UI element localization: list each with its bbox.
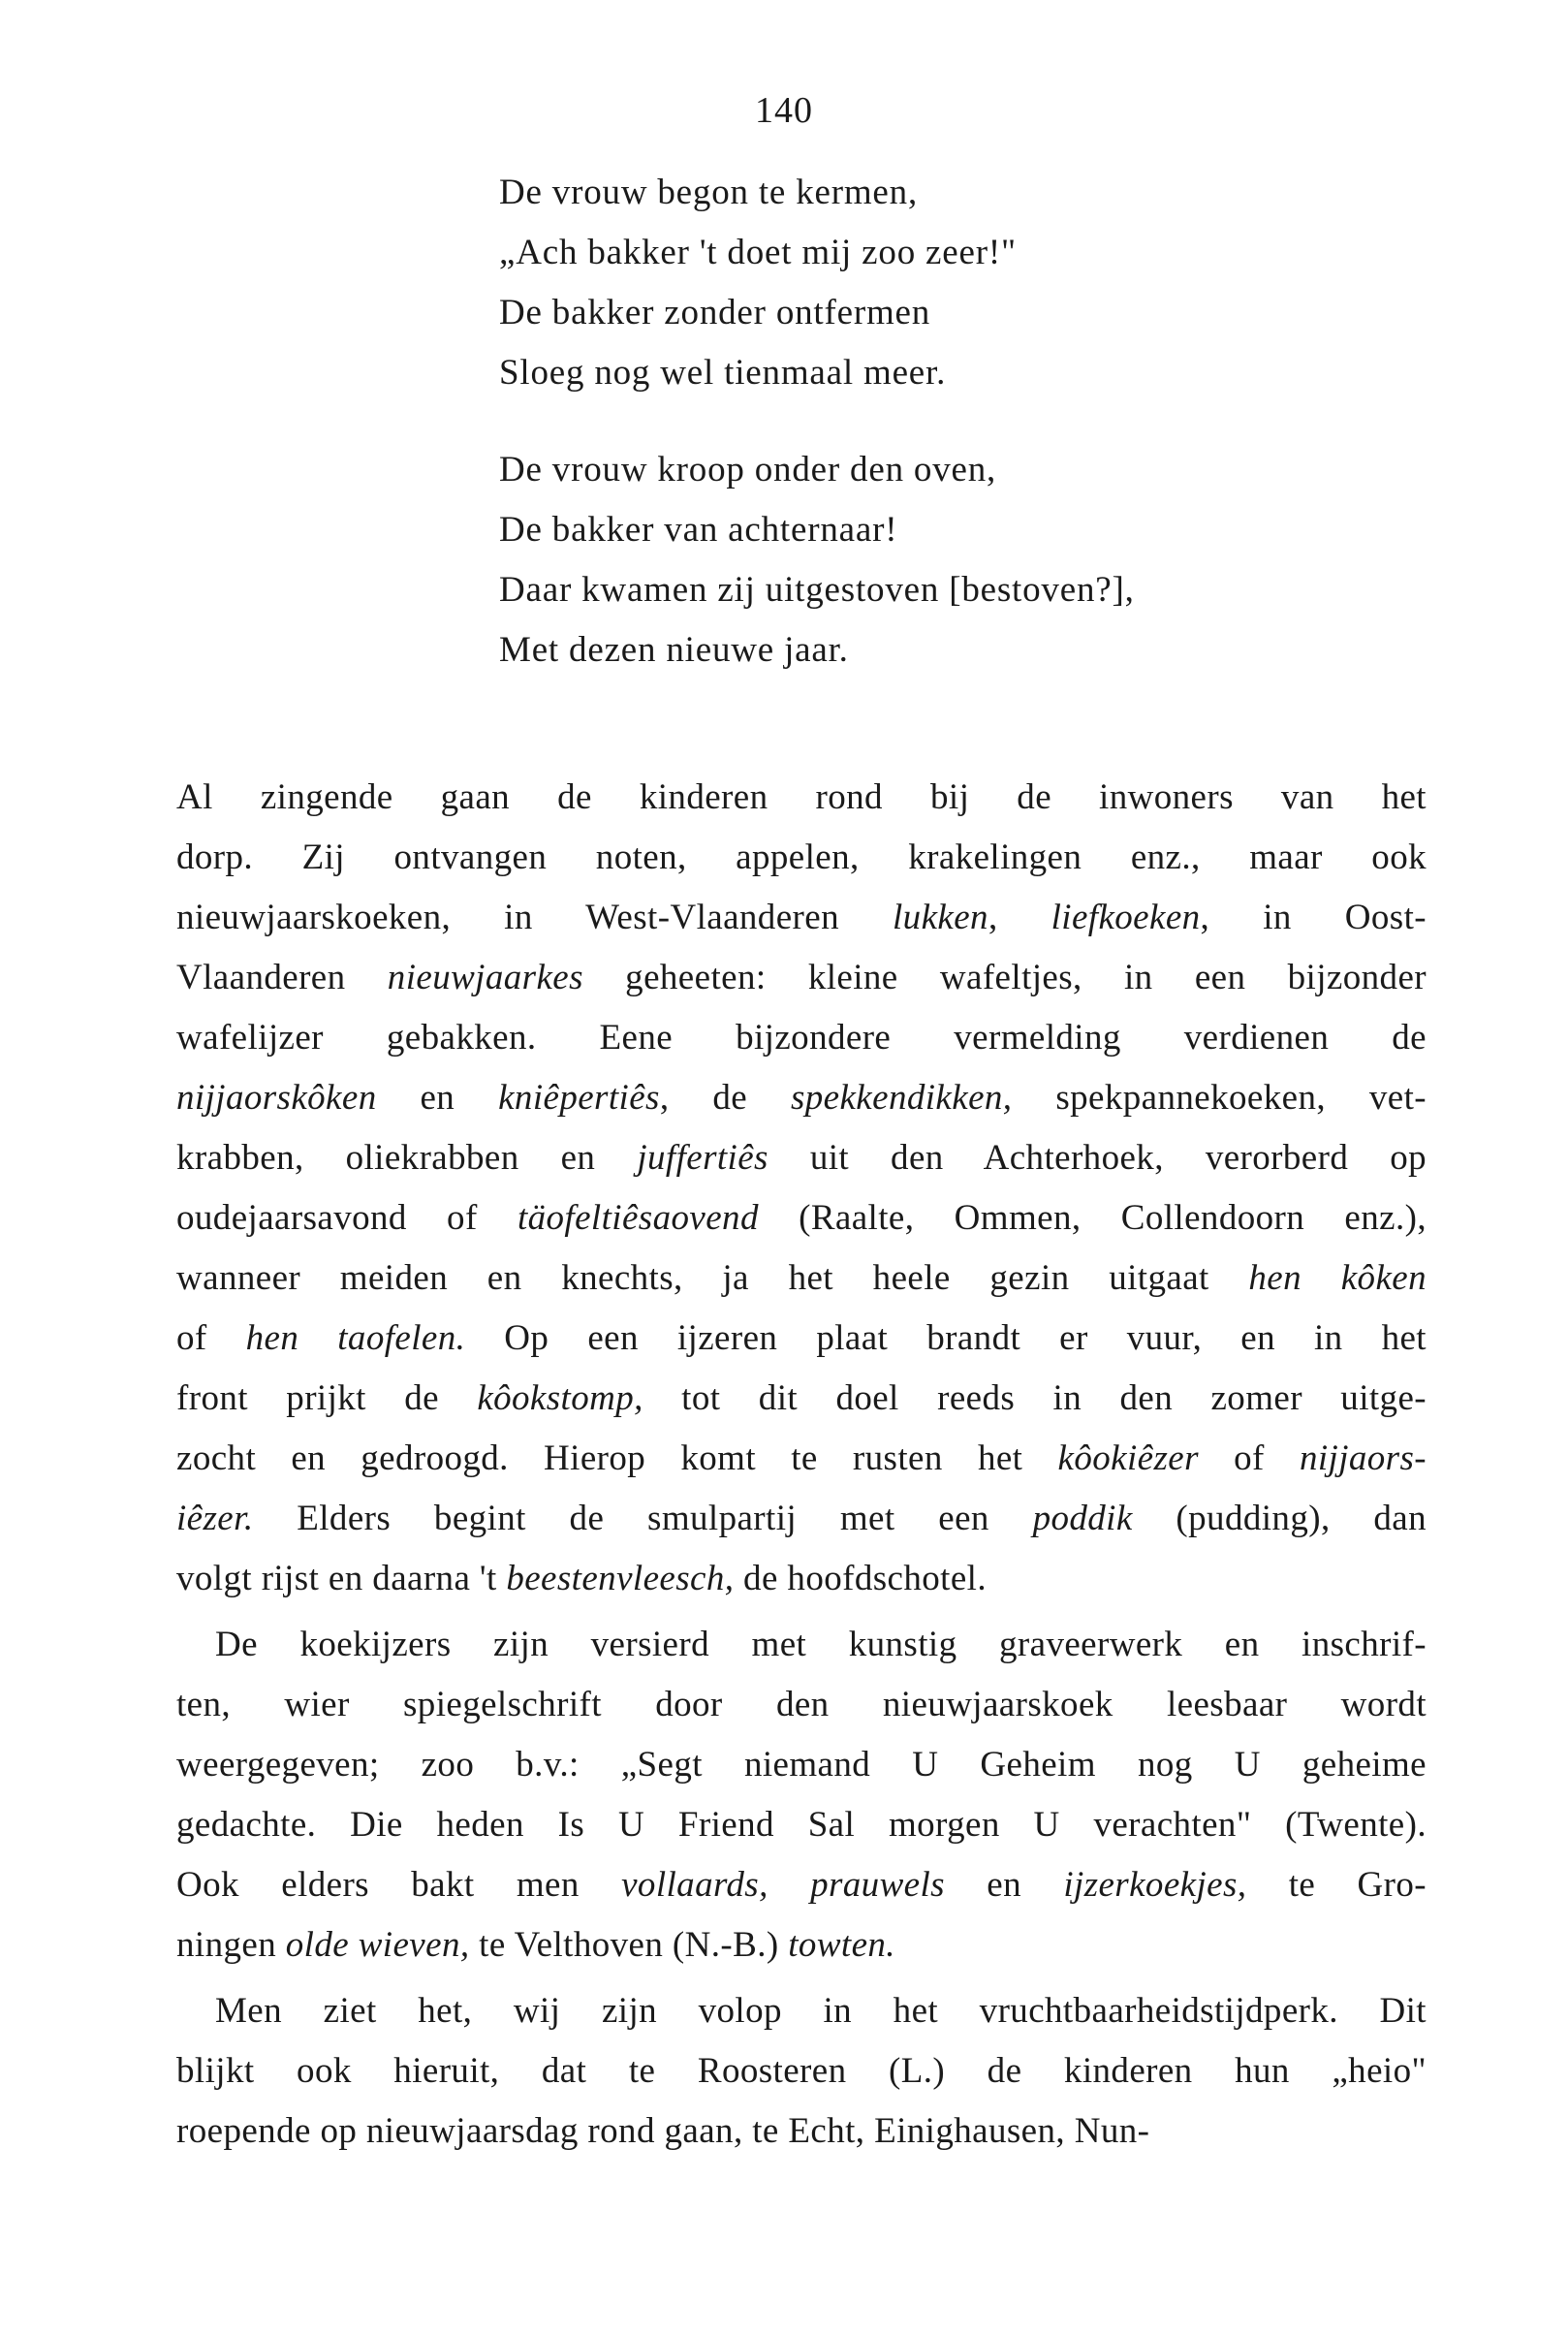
italic-term: kôokstomp, [477, 1378, 643, 1418]
text-run: en [944, 1865, 1064, 1905]
poem-stanza [499, 163, 1135, 403]
text-line [176, 1981, 1427, 2041]
text-line [176, 1615, 1427, 1675]
text-line [176, 1915, 1427, 1975]
poem-line: De bakker zonder ontfermen [499, 293, 931, 332]
italic-term: nijjaorskôken [176, 1078, 377, 1118]
text-line [176, 2101, 1427, 2162]
prose-body [176, 768, 1427, 2167]
paragraph [176, 768, 1427, 1609]
text-run: nieuwjaarskoeken, in West-Vlaanderen [176, 898, 893, 937]
text-run: Ook elders bakt men [176, 1865, 622, 1905]
text-line [176, 1489, 1427, 1549]
text-run: blijkt ook hieruit, dat te Roosteren (L.) de kinderen hun „heio" [176, 2051, 1427, 2091]
text-run: oudejaarsavond of [176, 1198, 517, 1238]
text-line [176, 828, 1427, 888]
text-run: tot dit doel reeds in den zomer uitge- [643, 1378, 1427, 1418]
text-run: Vlaanderen [176, 958, 388, 997]
italic-term: nijjaors- [1299, 1438, 1427, 1478]
paragraph [176, 1615, 1427, 1975]
text-run: Elders begint de smulpartij met een [253, 1499, 1033, 1538]
italic-term: prauwels [810, 1865, 945, 1905]
text-line [176, 888, 1427, 948]
poem-line: De vrouw begon te kermen, [499, 173, 919, 212]
text-run: of [1198, 1438, 1300, 1478]
text-run: weergegeven; zoo b.v.: „Segt niemand U Geheim nog U geheime [176, 1745, 1427, 1785]
text-line [176, 1369, 1427, 1429]
italic-term: nieuwjaarkes [387, 958, 583, 997]
poem-line: Met dezen nieuwe jaar. [499, 630, 849, 670]
text-line [176, 1429, 1427, 1489]
text-line [176, 1128, 1427, 1188]
text-run: , [988, 898, 1051, 937]
text-run: Al zingende gaan de kinderen rond bij de inwoners van het [176, 777, 1427, 817]
italic-term: täofeltiêsaovend [517, 1198, 759, 1238]
italic-term: lukken [892, 898, 988, 937]
text-run: ningen [176, 1925, 286, 1965]
text-run: Men ziet het, wij zijn volop in het vruchtbaarheidstijdperk. Dit [215, 1991, 1427, 2031]
text-run: of [176, 1318, 246, 1358]
text-run: en [376, 1078, 499, 1118]
italic-term: iêzer. [176, 1499, 254, 1538]
text-line [176, 1068, 1427, 1128]
page-number: 140 [755, 90, 813, 131]
text-run: uit den Achterhoek, verorberd op [768, 1138, 1427, 1178]
text-run: de hoofdschotel. [734, 1559, 988, 1598]
poem [499, 163, 1135, 717]
poem-line: „Ach bakker 't doet mij zoo zeer!" [499, 233, 1017, 272]
text-run [768, 1865, 810, 1905]
poem-line: Sloeg nog wel tienmaal meer. [499, 353, 947, 393]
italic-term: ijzerkoekjes, [1063, 1865, 1247, 1905]
text-run: te Velthoven (N.-B.) [469, 1925, 789, 1965]
italic-term: hen taofelen. [245, 1318, 466, 1358]
italic-term: spekkendikken, [790, 1078, 1013, 1118]
text-run: (Raalte, Ommen, Collendoorn enz.), [758, 1198, 1427, 1238]
text-line [176, 948, 1427, 1008]
text-line [176, 1675, 1427, 1735]
text-line [176, 1735, 1427, 1795]
text-line [176, 1549, 1427, 1609]
italic-term: kniêpertiês [498, 1078, 660, 1118]
text-run: ten, wier spiegelschrift door den nieuwjaarskoek leesbaar wordt [176, 1685, 1427, 1724]
text-run: gedachte. Die heden Is U Friend Sal morgen U verachten" (Twente). [176, 1805, 1427, 1845]
text-run: geheeten: kleine wafeltjes, in een bijzonder [582, 958, 1427, 997]
text-run: volgt rijst en daarna 't [176, 1559, 507, 1598]
text-run: wafelijzer gebakken. Eene bijzondere vermelding verdienen de [176, 1018, 1427, 1058]
poem-line: De bakker van achternaar! [499, 510, 898, 550]
text-line [176, 1188, 1427, 1248]
italic-term: kôokiêzer [1057, 1438, 1199, 1478]
text-run: Op een ijzeren plaat brandt er vuur, en in het [465, 1318, 1427, 1358]
italic-term: liefkoeken [1051, 898, 1201, 937]
text-run: front prijkt de [176, 1378, 478, 1418]
paragraph [176, 1981, 1427, 2162]
poem-stanza [499, 440, 1135, 680]
text-run: zocht en gedroogd. Hierop komt te rusten het [176, 1438, 1058, 1478]
text-line [176, 1008, 1427, 1068]
italic-term: towten. [788, 1925, 895, 1965]
italic-term: juffertiês [637, 1138, 768, 1178]
text-run: te Gro- [1246, 1865, 1427, 1905]
text-run: , de [659, 1078, 791, 1118]
poem-line: De vrouw kroop onder den oven, [499, 450, 997, 490]
italic-term: beestenvleesch, [506, 1559, 735, 1598]
text-run: De koekijzers zijn versierd met kunstig graveerwerk en inschrif- [215, 1625, 1427, 1664]
text-run: krabben, oliekrabben en [176, 1138, 638, 1178]
italic-term: olde wieven, [285, 1925, 470, 1965]
text-run: roepende op nieuwjaarsdag rond gaan, te Echt, Einighausen, Nun- [176, 2111, 1150, 2151]
text-run: (pudding), dan [1132, 1499, 1427, 1538]
text-line [176, 768, 1427, 828]
poem-line: Daar kwamen zij uitgestoven [bestoven?], [499, 570, 1135, 610]
text-run: spekpannekoeken, vet- [1012, 1078, 1427, 1118]
italic-term: poddik [1032, 1499, 1133, 1538]
text-line [176, 1795, 1427, 1855]
text-run: dorp. Zij ontvangen noten, appelen, krakelingen enz., maar ook [176, 837, 1427, 877]
text-run: wanneer meiden en knechts, ja het heele gezin uitgaat [176, 1258, 1249, 1298]
text-line [176, 1855, 1427, 1915]
italic-term: hen kôken [1248, 1258, 1427, 1298]
text-line [176, 2041, 1427, 2101]
text-line [176, 1248, 1427, 1309]
text-line [176, 1309, 1427, 1369]
text-run: , in Oost- [1200, 898, 1427, 937]
italic-term: vollaards, [621, 1865, 768, 1905]
